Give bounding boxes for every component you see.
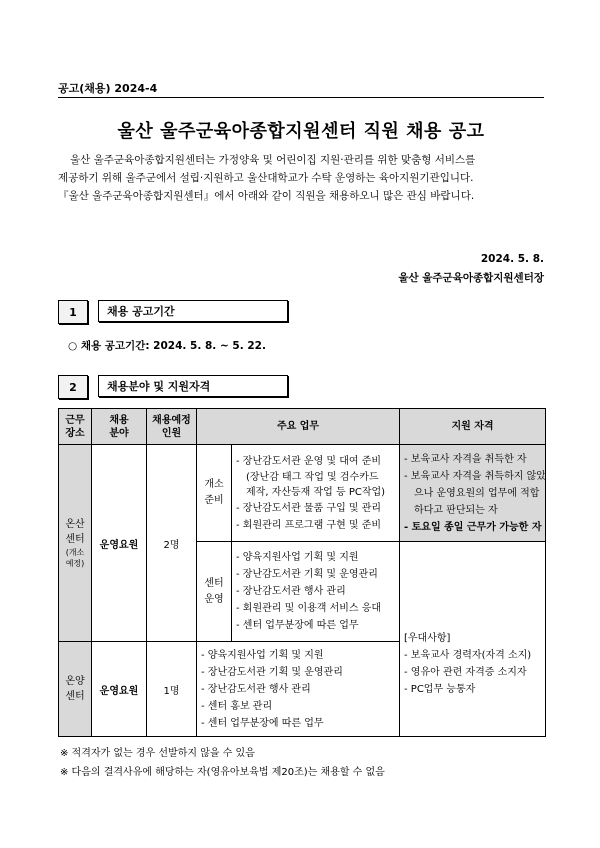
duty-item: 제작, 자산등재 작업 등 PC작업) [246,486,386,498]
duty-item: - 센터 업무분장에 따른 업무 [201,717,324,729]
row1-count: 2명 [147,445,197,642]
page-title: 울산 울주군육아종합지원센터 직원 채용 공고 [117,121,485,142]
qualification-item: - 토요일 종일 근무가 가능한 자 [404,521,542,533]
intro-line-1: 울산 울주군육아종합지원센터는 가정양육 및 어린이집 지원·관리를 위한 맞춤형 서비스를 [70,154,476,166]
header-rule [58,97,544,98]
recruitment-period: ○ 채용 공고기간: 2024. 5. 8. ~ 5. 22. [68,340,266,352]
preferred-cell [400,542,546,737]
preferred-item: - PC업무 능통자 [404,684,476,695]
qualification-item: 으나 운영요원의 업무에 적합 [414,487,540,499]
preferred-title: [우대사항] [404,633,451,644]
section-2-number: 2 [58,375,88,399]
footnote-2: ※ 다음의 결격사유에 해당하는 자(영유아보육법 제20조)는 채용할 수 없음 [60,767,385,778]
row2-count: 1명 [147,642,197,737]
row1-sub2-label: 센터 운영 [197,542,232,642]
header-qualifications: 지원 자격 [400,409,546,445]
duty-item: - 장난감도서관 운영 및 대여 준비 [236,455,382,467]
duty-item: - 센터 홍보 관리 [201,700,273,712]
row1-location-cell [59,445,92,642]
section-1-title: 채용 공고기간 [98,300,288,322]
row1-sub1-duties [232,445,400,542]
duty-item: - 장난감도서관 기획 및 운영관리 [201,666,343,678]
duty-item: - 센터 업무분장에 따른 업무 [236,620,359,631]
qualification-item: - 보육교사 자격을 취득하지 않았 [404,470,546,482]
row2-duties [197,642,400,737]
qualifications-cell [400,445,546,542]
preferred-item: - 보육교사 경력자(자격 소지) [404,650,532,661]
row1-location-note: (개소 예정) [65,548,85,568]
signature: 울산 울주군육아종합지원센터장 [398,272,544,284]
recruitment-table [58,408,546,737]
section-1-number: 1 [58,300,88,324]
row1-sub1-label: 개소 준비 [197,445,232,542]
footnotes [60,744,385,782]
duty-item: - 장난감도서관 물품 구입 및 관리 [236,502,382,514]
qualification-item: - 보육교사 자격을 취득한 자 [404,453,527,465]
intro-line-2: 제공하기 위해 울주군에서 설립·지원하고 울산대학교가 수탁 운영하는 육아지원기관입니다. [58,172,474,184]
header-field: 채용 분야 [92,409,147,445]
duty-item: - 양육지원사업 기획 및 지원 [236,552,359,563]
duty-item: (장난감 태그 작업 및 검수카드 [246,471,379,483]
duty-item: - 회원관리 및 이용객 서비스 응대 [236,603,382,614]
header-count: 채용예정 인원 [147,409,197,445]
row1-location: 온산 센터 [65,519,85,545]
row1-sub2-duties [232,542,400,642]
row2-location: 온양 센터 [59,642,92,737]
duty-item: - 장난감도서관 행사 관리 [201,683,311,695]
intro-paragraph [58,151,548,205]
header-duties: 주요 업무 [197,409,400,445]
duty-item: - 양육지원사업 기획 및 지원 [201,649,324,661]
duty-item: - 장난감도서관 행사 관리 [236,586,346,597]
row2-field: 운영요원 [92,642,147,737]
notice-date: 2024. 5. 8. [480,253,544,265]
qualification-item: 하다고 판단되는 자 [414,504,498,516]
footnote-1: ※ 적격자가 없는 경우 선발하지 않을 수 있음 [60,748,255,759]
preferred-item: - 영유아 관련 자격증 소지자 [404,667,527,678]
duty-item: - 회원관리 프로그램 구현 및 준비 [236,519,382,531]
header-location: 근무 장소 [59,409,92,445]
duty-item: - 장난감도서관 기획 및 운영관리 [236,569,378,580]
section-2-title: 채용분야 및 지원자격 [98,375,288,397]
row1-field: 운영요원 [92,445,147,642]
document-number: 공고(채용) 2024-4 [58,82,158,95]
intro-line-3: 『울산 울주군육아종합지원센터』에서 아래와 같이 직원을 채용하오니 많은 관심 바랍니다. [58,190,475,202]
